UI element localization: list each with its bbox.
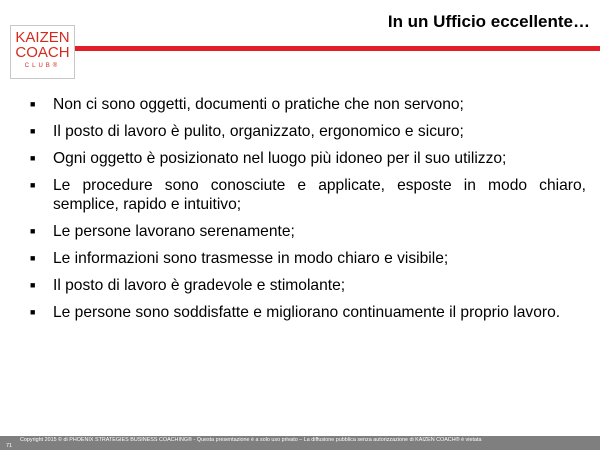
bullet-text: Il posto di lavoro è gradevole e stimolante; <box>53 277 346 294</box>
bullet-item <box>30 303 586 322</box>
logo-text-kaizen: KAIZEN <box>15 29 70 46</box>
bullet-text: Le informazioni sono trasmesse in modo chiaro e visibile; <box>53 250 449 267</box>
logo-text-coach: COACH <box>15 44 70 61</box>
bullet-item <box>30 249 586 268</box>
bullet-item <box>30 276 586 295</box>
footer-bar <box>0 436 600 450</box>
square-bullet-icon: ■ <box>30 307 36 317</box>
bullet-text: Le procedure sono conosciute e applicate, esposte in modo chiaro, semplice, rapido e intuitivo; <box>53 177 586 213</box>
bullet-text: Le persone sono soddisfatte e migliorano continuamente il proprio lavoro. <box>53 304 561 321</box>
square-bullet-icon: ■ <box>30 153 36 163</box>
bullet-item <box>30 122 586 141</box>
square-bullet-icon: ■ <box>30 280 36 290</box>
logo-text-club: CLUB® <box>24 63 61 69</box>
square-bullet-icon: ■ <box>30 226 36 236</box>
square-bullet-icon: ■ <box>30 180 36 190</box>
bullet-item <box>30 222 586 241</box>
header-divider <box>75 46 600 51</box>
square-bullet-icon: ■ <box>30 99 36 109</box>
bullet-item <box>30 149 586 168</box>
square-bullet-icon: ■ <box>30 126 36 136</box>
bullet-text: Il posto di lavoro è pulito, organizzato, ergonomico e sicuro; <box>53 123 464 140</box>
bullet-item <box>30 95 586 114</box>
slide-title: In un Ufficio eccellente… <box>387 12 590 31</box>
kaizen-coach-logo <box>10 25 75 79</box>
bullet-text: Ogni oggetto è posizionato nel luogo più idoneo per il suo utilizzo; <box>53 150 507 167</box>
square-bullet-icon: ■ <box>30 253 36 263</box>
bullet-text: Non ci sono oggetti, documenti o pratiche che non servono; <box>53 96 464 113</box>
copyright-notice: Copyright 2015 © di PHOENIX STRATEGIES BUSINESS COACHING® - Questa presentazione è a solo uso privato – La diffusione pubblica senza autorizzazione di KAIZEN COACH® è vietata <box>20 437 482 443</box>
bullet-text: Le persone lavorano serenamente; <box>53 223 295 240</box>
bullet-list <box>30 95 586 330</box>
bullet-item <box>30 176 586 214</box>
page-number: 71 <box>6 443 13 449</box>
